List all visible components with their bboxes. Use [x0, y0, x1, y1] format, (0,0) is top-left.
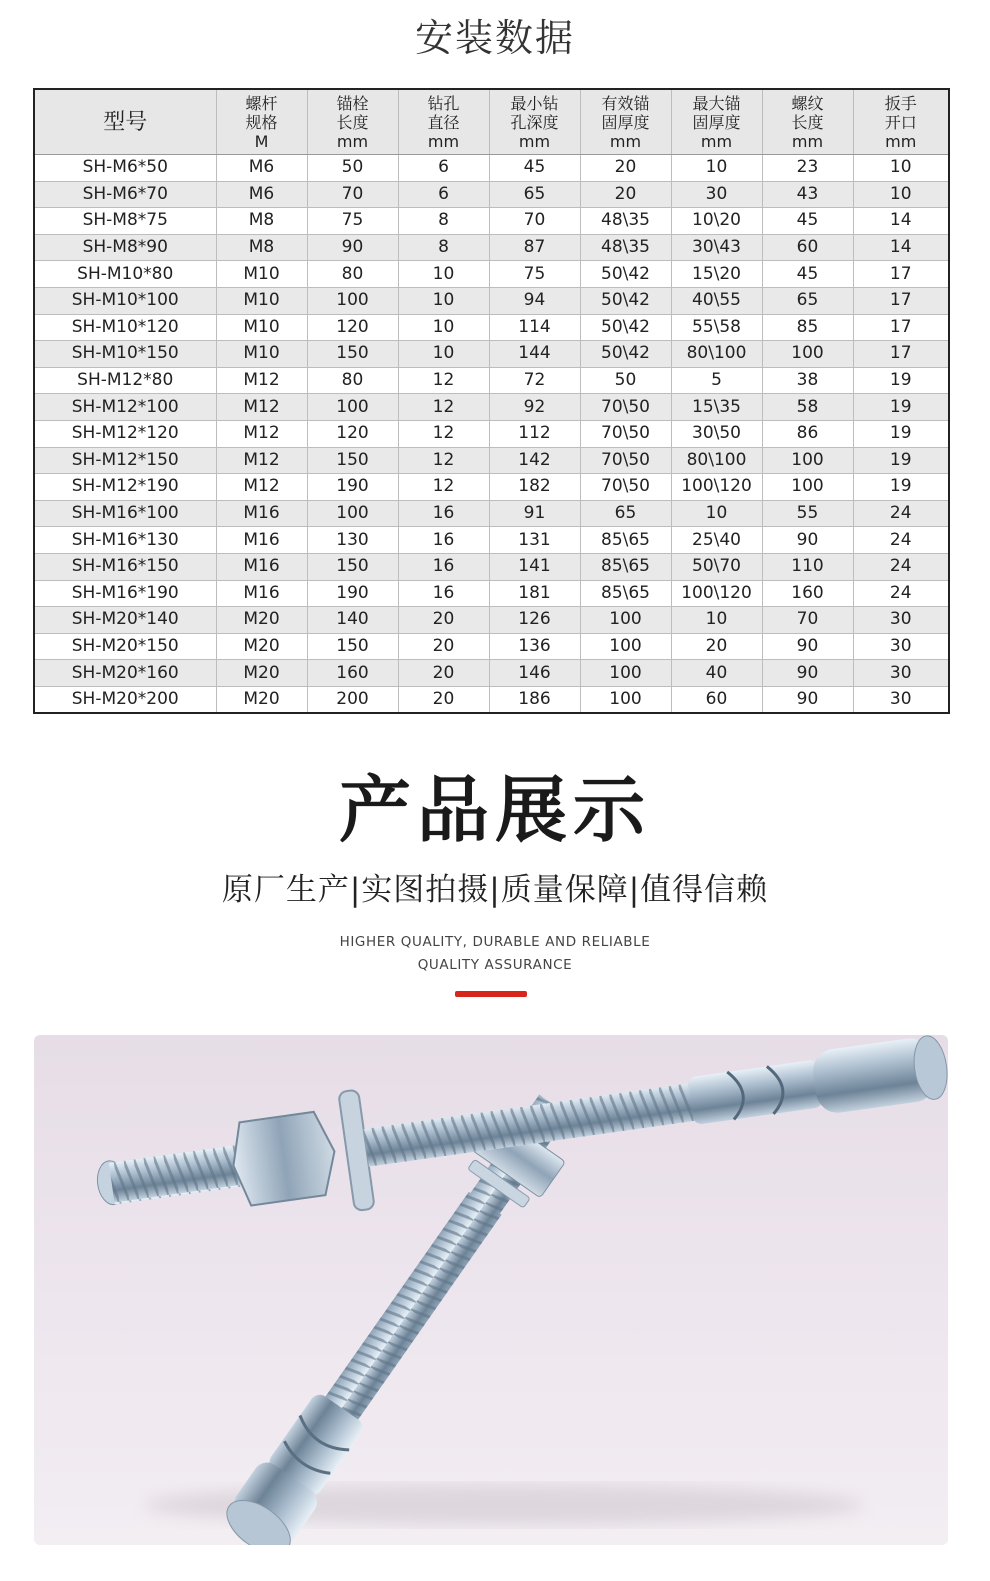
table-cell: 10: [671, 607, 762, 634]
table-header-line: 规格: [245, 112, 278, 132]
table-row: [34, 500, 949, 527]
table-cell: 100: [580, 607, 671, 634]
table-cell: 12: [398, 420, 489, 447]
table-cell: 186: [489, 686, 580, 713]
table-row: [34, 367, 949, 394]
table-header-line: 锚栓: [336, 93, 369, 113]
table-cell: 100: [580, 660, 671, 687]
table-cell: M16: [216, 553, 307, 580]
table-cell: 17: [853, 341, 949, 368]
table-cell: M8: [216, 208, 307, 235]
table-cell: 40\55: [671, 287, 762, 314]
table-cell: 24: [853, 500, 949, 527]
table-cell: 100: [307, 500, 398, 527]
table-cell: 20: [398, 660, 489, 687]
table-cell: 50\42: [580, 287, 671, 314]
table-cell: M12: [216, 447, 307, 474]
table-cell: 85: [762, 314, 853, 341]
table-header-line: mm: [791, 131, 824, 151]
table-cell: 150: [307, 633, 398, 660]
table-cell: 15\20: [671, 261, 762, 288]
table-cell: 85\65: [580, 580, 671, 607]
table-cell: 80: [307, 367, 398, 394]
table-cell: 90: [762, 660, 853, 687]
table-cell: SH-M16*150: [34, 553, 216, 580]
table-cell: 43: [762, 181, 853, 208]
table-cell: 92: [489, 394, 580, 421]
table-cell: 30: [853, 607, 949, 634]
english-slogan-line-1: HIGHER QUALITY, DURABLE AND RELIABLE: [339, 934, 651, 950]
table-cell: 24: [853, 553, 949, 580]
table-header-line: 钻孔: [427, 93, 460, 113]
table-cell: 75: [489, 261, 580, 288]
table-cell: 20: [398, 607, 489, 634]
table-cell: 5: [671, 367, 762, 394]
table-header-line: mm: [518, 131, 551, 151]
table-header-cell: [398, 89, 489, 155]
table-header-line: 有效锚: [601, 93, 650, 113]
table-cell: 20: [398, 633, 489, 660]
table-cell: 90: [762, 686, 853, 713]
table-cell: 17: [853, 314, 949, 341]
table-cell: SH-M8*75: [34, 208, 216, 235]
table-cell: 12: [398, 394, 489, 421]
table-cell: 80: [307, 261, 398, 288]
table-cell: 48\35: [580, 234, 671, 261]
table-row: [34, 607, 949, 634]
table-cell: 100\120: [671, 580, 762, 607]
table-cell: SH-M12*150: [34, 447, 216, 474]
table-cell: 45: [762, 208, 853, 235]
table-body: [34, 155, 949, 714]
table-cell: 150: [307, 553, 398, 580]
table-cell: 120: [307, 420, 398, 447]
table-cell: 70\50: [580, 474, 671, 501]
table-cell: M16: [216, 500, 307, 527]
table-cell: 6: [398, 181, 489, 208]
table-cell: 8: [398, 208, 489, 235]
table-cell: 48\35: [580, 208, 671, 235]
table-cell: 150: [307, 447, 398, 474]
table-cell: 30: [853, 686, 949, 713]
table-header-line: 孔深度: [510, 112, 559, 132]
table-row: [34, 341, 949, 368]
table-cell: 110: [762, 553, 853, 580]
table-cell: M10: [216, 314, 307, 341]
table-header-line: 最小钻: [510, 93, 559, 113]
product-showcase-title: 产品展示: [338, 768, 651, 852]
table-cell: M20: [216, 660, 307, 687]
table-cell: 23: [762, 155, 853, 182]
table-cell: 90: [762, 527, 853, 554]
table-cell: SH-M6*50: [34, 155, 216, 182]
table-cell: 10: [398, 261, 489, 288]
table-cell: 17: [853, 261, 949, 288]
table-cell: M16: [216, 580, 307, 607]
table-cell: 16: [398, 580, 489, 607]
table-cell: SH-M10*80: [34, 261, 216, 288]
table-cell: 80\100: [671, 341, 762, 368]
table-cell: 150: [307, 341, 398, 368]
table-cell: 24: [853, 580, 949, 607]
table-cell: 12: [398, 367, 489, 394]
table-cell: SH-M12*190: [34, 474, 216, 501]
table-cell: 19: [853, 447, 949, 474]
table-cell: 182: [489, 474, 580, 501]
table-cell: 10: [671, 155, 762, 182]
table-header-cell: [853, 89, 949, 155]
table-cell: 50\42: [580, 341, 671, 368]
table-header-line: mm: [427, 131, 460, 151]
table-cell: 80\100: [671, 447, 762, 474]
install-data-title: 安装数据: [414, 16, 575, 60]
table-cell: SH-M12*100: [34, 394, 216, 421]
table-cell: 87: [489, 234, 580, 261]
table-cell: 8: [398, 234, 489, 261]
table-cell: 20: [671, 633, 762, 660]
table-cell: 55\58: [671, 314, 762, 341]
table-cell: M12: [216, 420, 307, 447]
table-cell: 100\120: [671, 474, 762, 501]
table-cell: M20: [216, 633, 307, 660]
table-cell: SH-M10*100: [34, 287, 216, 314]
table-cell: 75: [307, 208, 398, 235]
table-cell: M8: [216, 234, 307, 261]
table-header-line: 开口: [884, 112, 917, 132]
english-slogan-line-2: QUALITY ASSURANCE: [417, 957, 573, 973]
table-row: [34, 474, 949, 501]
table-cell: 50\42: [580, 314, 671, 341]
table-cell: 10\20: [671, 208, 762, 235]
table-cell: 70\50: [580, 420, 671, 447]
table-cell: M16: [216, 527, 307, 554]
table-cell: 136: [489, 633, 580, 660]
table-cell: 142: [489, 447, 580, 474]
front-bolt: [90, 1035, 948, 1246]
table-header-line: 最大锚: [692, 93, 741, 113]
table-cell: 30: [853, 633, 949, 660]
table-header-cell: [489, 89, 580, 155]
table-row: [34, 447, 949, 474]
table-cell: 10: [398, 341, 489, 368]
table-cell: 60: [762, 234, 853, 261]
table-header-line: mm: [700, 131, 733, 151]
table-cell: 50\42: [580, 261, 671, 288]
table-cell: 45: [489, 155, 580, 182]
table-cell: 90: [307, 234, 398, 261]
table-cell: 30: [671, 181, 762, 208]
table-cell: 90: [762, 633, 853, 660]
table-row: [34, 527, 949, 554]
table-cell: 100: [762, 341, 853, 368]
table-cell: 100: [580, 686, 671, 713]
table-cell: 19: [853, 474, 949, 501]
table-cell: 19: [853, 420, 949, 447]
table-row: [34, 420, 949, 447]
table-cell: 24: [853, 527, 949, 554]
product-photo: [34, 1035, 948, 1545]
table-cell: SH-M16*130: [34, 527, 216, 554]
table-cell: 140: [307, 607, 398, 634]
table-cell: 70\50: [580, 394, 671, 421]
table-cell: 100: [307, 394, 398, 421]
table-cell: 60: [671, 686, 762, 713]
table-header-cell: [671, 89, 762, 155]
table-cell: 85\65: [580, 553, 671, 580]
table-row: [34, 686, 949, 713]
table-cell: M10: [216, 261, 307, 288]
table-row: [34, 394, 949, 421]
table-row: [34, 234, 949, 261]
table-header-cell: [580, 89, 671, 155]
table-cell: 20: [398, 686, 489, 713]
table-cell: SH-M12*120: [34, 420, 216, 447]
table-header-line: 螺纹: [791, 93, 824, 113]
table-header-line: 扳手: [884, 93, 917, 113]
table-header-line: mm: [609, 131, 642, 151]
table-cell: SH-M20*160: [34, 660, 216, 687]
table-cell: 16: [398, 553, 489, 580]
table-header-line: mm: [885, 131, 917, 151]
table-header-cell: [34, 89, 216, 155]
table-cell: 20: [580, 155, 671, 182]
table-cell: 25\40: [671, 527, 762, 554]
table-cell: 14: [853, 234, 949, 261]
table-cell: M10: [216, 341, 307, 368]
table-row: [34, 208, 949, 235]
table-cell: 58: [762, 394, 853, 421]
table-cell: 65: [580, 500, 671, 527]
red-accent-bar: [455, 991, 527, 997]
table-header-line: M: [254, 131, 269, 151]
table-cell: 72: [489, 367, 580, 394]
table-cell: 131: [489, 527, 580, 554]
table-row: [34, 155, 949, 182]
table-cell: 100: [762, 447, 853, 474]
table-cell: 12: [398, 447, 489, 474]
table-row: [34, 660, 949, 687]
table-cell: 50\70: [671, 553, 762, 580]
table-cell: SH-M20*200: [34, 686, 216, 713]
table-header-line: 长度: [336, 112, 369, 132]
table-cell: 120: [307, 314, 398, 341]
table-row: [34, 633, 949, 660]
table-header-line: 固厚度: [692, 112, 741, 132]
table-cell: 94: [489, 287, 580, 314]
table-cell: M6: [216, 181, 307, 208]
table-cell: 91: [489, 500, 580, 527]
table-row: [34, 261, 949, 288]
table-cell: 55: [762, 500, 853, 527]
table-header-line: 型号: [103, 109, 148, 135]
table-cell: 10: [398, 314, 489, 341]
table-cell: M6: [216, 155, 307, 182]
table-cell: SH-M20*140: [34, 607, 216, 634]
table-cell: M12: [216, 474, 307, 501]
table-cell: 10: [398, 287, 489, 314]
table-cell: 65: [762, 287, 853, 314]
wedge-anchor-bolts-illustration: [34, 1035, 948, 1545]
table-row: [34, 287, 949, 314]
table-cell: SH-M16*190: [34, 580, 216, 607]
table-header-cell: [307, 89, 398, 155]
table-cell: 70\50: [580, 447, 671, 474]
table-header-row: [34, 89, 949, 155]
table-cell: 45: [762, 261, 853, 288]
table-cell: 6: [398, 155, 489, 182]
table-cell: 30: [853, 660, 949, 687]
table-cell: 10: [853, 181, 949, 208]
table-cell: 16: [398, 527, 489, 554]
table-cell: 141: [489, 553, 580, 580]
table-cell: SH-M16*100: [34, 500, 216, 527]
table-cell: M12: [216, 367, 307, 394]
table-cell: 16: [398, 500, 489, 527]
table-cell: 50: [307, 155, 398, 182]
table-cell: 181: [489, 580, 580, 607]
table-cell: SH-M20*150: [34, 633, 216, 660]
table-cell: SH-M10*120: [34, 314, 216, 341]
table-header-line: mm: [336, 131, 369, 151]
table-cell: 50: [580, 367, 671, 394]
table-cell: 19: [853, 367, 949, 394]
table-cell: 14: [853, 208, 949, 235]
table-cell: SH-M8*90: [34, 234, 216, 261]
table-cell: 190: [307, 580, 398, 607]
table-cell: 100: [580, 633, 671, 660]
table-row: [34, 181, 949, 208]
table-cell: M20: [216, 607, 307, 634]
table-cell: 160: [762, 580, 853, 607]
table-header-line: 长度: [791, 112, 824, 132]
table-cell: 112: [489, 420, 580, 447]
table-cell: 160: [307, 660, 398, 687]
table-cell: 70: [489, 208, 580, 235]
table-cell: M20: [216, 686, 307, 713]
table-cell: 15\35: [671, 394, 762, 421]
table-header-cell: [216, 89, 307, 155]
table-row: [34, 580, 949, 607]
table-cell: 20: [580, 181, 671, 208]
table-cell: SH-M10*150: [34, 341, 216, 368]
spec-table: [33, 88, 950, 714]
table-cell: 114: [489, 314, 580, 341]
table-cell: 100: [762, 474, 853, 501]
table-cell: 65: [489, 181, 580, 208]
table-cell: 40: [671, 660, 762, 687]
showcase-tagline: 原厂生产|实图拍摄|质量保障|值得信赖: [221, 872, 769, 908]
table-cell: 38: [762, 367, 853, 394]
table-cell: 12: [398, 474, 489, 501]
table-cell: M12: [216, 394, 307, 421]
table-cell: 10: [853, 155, 949, 182]
table-header-cell: [762, 89, 853, 155]
table-header-line: 螺杆: [245, 93, 278, 113]
table-cell: 30\43: [671, 234, 762, 261]
table-row: [34, 553, 949, 580]
table-cell: SH-M6*70: [34, 181, 216, 208]
table-cell: 70: [307, 181, 398, 208]
table-cell: 86: [762, 420, 853, 447]
table-cell: 126: [489, 607, 580, 634]
table-row: [34, 314, 949, 341]
table-header-line: 固厚度: [601, 112, 650, 132]
table-cell: 19: [853, 394, 949, 421]
table-cell: 130: [307, 527, 398, 554]
table-cell: M10: [216, 287, 307, 314]
table-cell: 190: [307, 474, 398, 501]
table-cell: SH-M12*80: [34, 367, 216, 394]
table-cell: 85\65: [580, 527, 671, 554]
table-cell: 70: [762, 607, 853, 634]
table-cell: 144: [489, 341, 580, 368]
table-cell: 100: [307, 287, 398, 314]
table-cell: 10: [671, 500, 762, 527]
table-cell: 17: [853, 287, 949, 314]
table-header-line: 直径: [427, 112, 460, 132]
table-cell: 30\50: [671, 420, 762, 447]
table-cell: 146: [489, 660, 580, 687]
table-cell: 200: [307, 686, 398, 713]
